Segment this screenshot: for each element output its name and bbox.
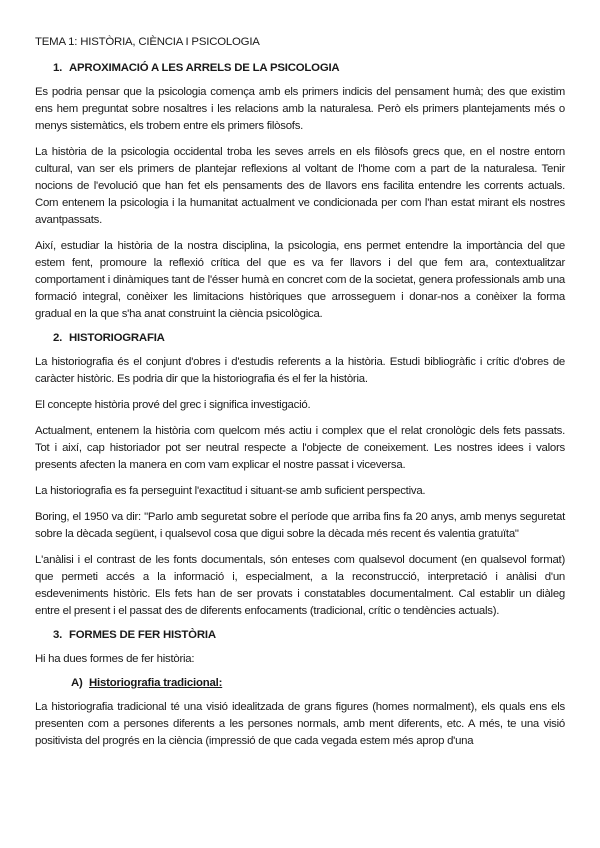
- section-heading-1: [53, 62, 565, 74]
- paragraph: La historiografia és el conjunt d'obres i d'estudis referents a la història. Estudi bibliogràfic i crític d'obres de caràcter històric. Es podria dir que la historiografia és el fer la història.: [35, 356, 565, 385]
- paragraph: La historiografia tradicional té una visió idealitzada de grans figures (homes normalment), els quals ens els presenten com a persones diferents a les persones normals, amb ment diferents, etc. A més, te una visió positivista del progrés en la ciència (impressió de que cada vegada estem més aprop d'una: [35, 701, 565, 747]
- paragraph: Boring, el 1950 va dir: "Parlo amb seguretat sobre el període que arriba fins fa 20 anys, amb menys seguretat sobre la dècada següent, i qualsevol cosa que digui sobre la dècada més recent és valentia gratuïta": [35, 511, 565, 540]
- document-title: TEMA 1: HISTÒRIA, CIÈNCIA I PSICOLOGIA: [35, 36, 260, 48]
- section-title: APROXIMACIÓ A LES ARRELS DE LA PSICOLOGIA: [69, 62, 340, 74]
- subsection-title: Historiografia tradicional:: [89, 677, 223, 689]
- paragraph: La historiografia es fa perseguint l'exactitud i situant-se amb suficient perspectiva.: [35, 485, 426, 497]
- paragraph: Hi ha dues formes de fer història:: [35, 653, 195, 665]
- paragraph: Es podria pensar que la psicologia comença amb els primers indicis del pensament humà; des que existim ens hem preguntat sobre nosaltres i les relacions amb la naturalesa. Però els primers plantejaments més o menys sistemàtics, els trobem entre els primers filòsofs.: [35, 86, 565, 132]
- section-heading-3: [53, 629, 565, 641]
- section-number: 1.: [53, 62, 63, 74]
- section-title: FORMES DE FER HISTÒRIA: [69, 629, 216, 641]
- section-number: 2.: [53, 332, 63, 344]
- section-number: 3.: [53, 629, 63, 641]
- subsection-heading: [71, 677, 565, 689]
- paragraph: Actualment, entenem la història com quelcom més actiu i complex que el relat cronològic dels fets passats. Tot i així, cap historiador pot ser neutral respecte a l'objecte de coneixement. Les nostres idees i valors presents afecten la manera en com vam explicar el nostre passat i viceversa.: [35, 425, 565, 471]
- paragraph: L'anàlisi i el contrast de les fonts documentals, són enteses com qualsevol document (en qualsevol format) que permeti accés a la informació i, especialment, a la reconstrucció, interpretació i anàlisi d'un esdeveniments històric. Els fets han de ser provats i constatables documentalment. Cal establir un diàleg entre el present i el passat des de diferents enfocaments (tradicional, crític o tendències actuals).: [35, 554, 565, 617]
- paragraph: Així, estudiar la història de la nostra disciplina, la psicologia, ens permet entendre la importància del que estem fent, promoure la reflexió crítica del que es va fer llavors i del que fem ara, contextualitzar comportament i dinàmiques tant de l'ésser humà en concret com de la societat, genera professionals amb una formació integral, conèixer les limitacions històriques que arrosseguem i donar-nos a conèixer la forma gradual en la que s'ha anat construint la ciència psicològica.: [35, 240, 565, 320]
- section-title: HISTORIOGRAFIA: [69, 332, 165, 344]
- paragraph: El concepte història prové del grec i significa investigació.: [35, 399, 311, 411]
- paragraph: La història de la psicologia occidental troba les seves arrels en els filòsofs grecs que, en el nostre entorn cultural, van ser els primers de plantejar reflexions al voltant de l'home com a part de la naturalesa. Tenir nocions de l'evolució que han fet els pensaments des de llavors ens facilita entendre les corrents actuals. Com entenem la psicologia i la humanitat actualment ve condicionada per com l'han estat mirant els nostres avantpassats.: [35, 146, 565, 226]
- document-page: [35, 36, 565, 759]
- subsection-number: A): [71, 677, 83, 689]
- section-heading-2: [53, 332, 565, 344]
